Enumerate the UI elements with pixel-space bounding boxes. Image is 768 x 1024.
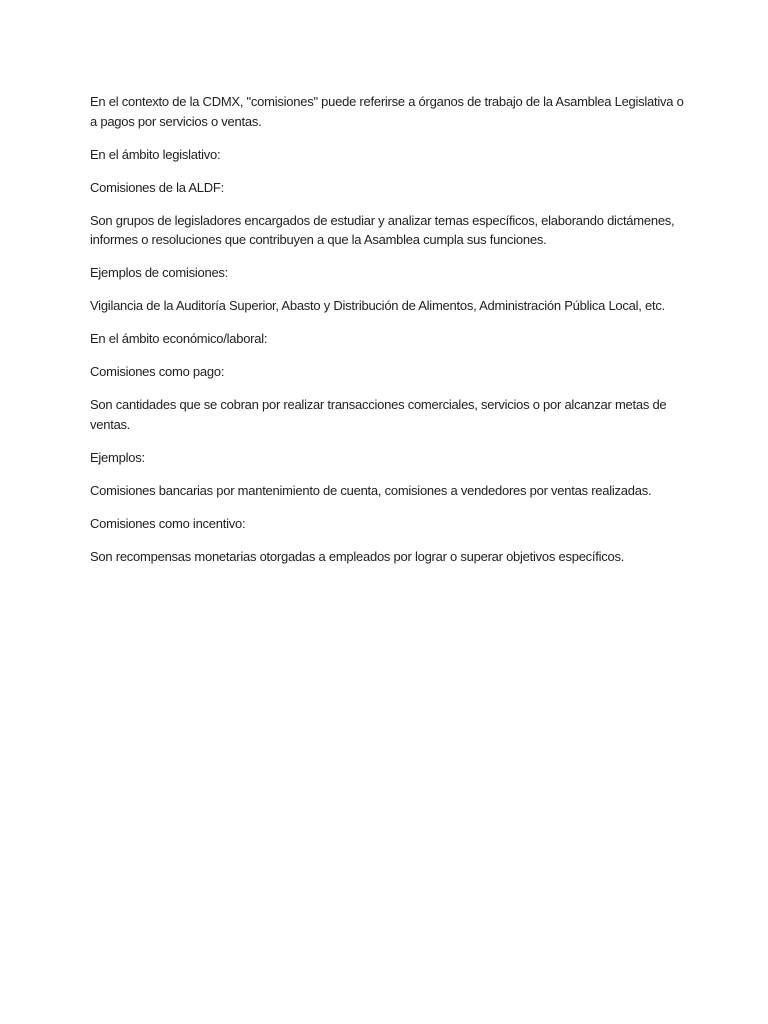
paragraph-ejemplos-comisiones: Vigilancia de la Auditoría Superior, Abasto y Distribución de Alimentos, Administración Pública Local, etc.	[90, 298, 665, 313]
document-body	[90, 92, 690, 580]
paragraph-intro: En el contexto de la CDMX, "comisiones" puede referirse a órganos de trabajo de la Asamblea Legislativa o a pagos por servicios o ventas.	[90, 94, 684, 129]
paragraph-subheading-ejemplos: Ejemplos:	[90, 449, 145, 465]
paragraph-aldf-description: Son grupos de legisladores encargados de estudiar y analizar temas específicos, elaborando dictámenes, informes o resoluciones que contribuyen a que la Asamblea cumpla sus funciones.	[90, 212, 675, 247]
paragraph-incentivo-description: Son recompensas monetarias otorgadas a empleados por lograr o superar objetivos específicos.	[90, 548, 625, 564]
paragraph-subheading-incentivo: Comisiones como incentivo:	[90, 515, 246, 531]
paragraph-subheading-aldf: Comisiones de la ALDF:	[90, 179, 224, 195]
paragraph-subheading-ejemplos-comisiones: Ejemplos de comisiones:	[90, 265, 229, 280]
paragraph-heading-legislativo: En el ámbito legislativo:	[90, 146, 221, 162]
paragraph-pago-description: Son cantidades que se cobran por realizar transacciones comerciales, servicios o por alcanzar metas de ventas.	[90, 397, 667, 432]
paragraph-heading-economico: En el ámbito económico/laboral:	[90, 331, 268, 346]
paragraph-ejemplos-pago: Comisiones bancarias por mantenimiento de cuenta, comisiones a vendedores por ventas realizadas.	[90, 482, 652, 498]
paragraph-subheading-pago: Comisiones como pago:	[90, 364, 225, 379]
